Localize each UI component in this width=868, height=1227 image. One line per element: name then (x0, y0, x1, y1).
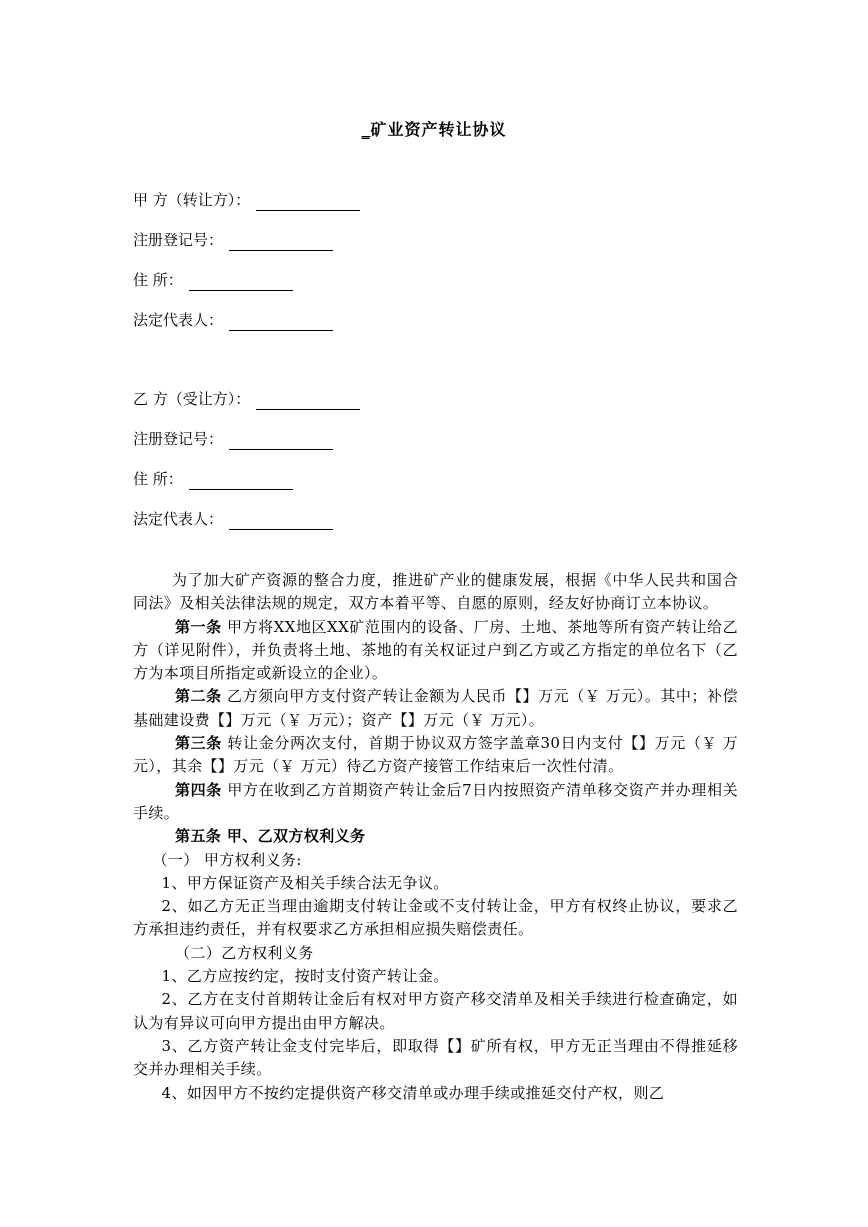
party-a-reg-blank[interactable] (229, 234, 333, 251)
party-b-heading: 乙 方（受让方）： (133, 390, 251, 408)
article-2-text: 乙方须向甲方支付资产转让金额为人民币【】万元（￥ 万元）。其中；补偿基础建设费【】万元（￥ 万元）；资产【】万元（￥ 万元）。 (133, 687, 738, 729)
article-4 (133, 779, 738, 826)
party-b-address-label: 住 所： (133, 470, 183, 488)
party-a-heading-row (133, 189, 360, 211)
party-b-rep-row (133, 508, 333, 530)
party-a-rep-row (133, 309, 333, 331)
agreement-body (133, 569, 738, 1105)
title-text: 矿业资产转让协议 (370, 120, 507, 139)
article-1-text: 甲方将XX地区XX矿范围内的设备、厂房、土地、茶地等所有资产转让给乙方（详见附件），并负责将土地、茶地的有关权证过户到乙方或乙方指定的单位名下（乙方为本项目所指定或新设立的企业）。 (133, 617, 738, 683)
party-b-rep-blank[interactable] (229, 513, 333, 530)
article-4-text: 甲方在收到乙方首期资产转让金后7日内按照资产清单移交资产并办理相关手续。 (133, 780, 739, 822)
preamble: 为了加大矿产资源的整合力度，推进矿产业的健康发展，根据《中华人民共和国合同法》及相关法律法规的规定，双方本着平等、自愿的原则，经友好协商订立本协议。 (133, 571, 738, 613)
article-2-label: 第二条 (175, 687, 222, 706)
article-4-label: 第四条 (175, 780, 222, 799)
party-b-rep-label: 法定代表人： (133, 510, 224, 528)
party-b-address-row (133, 468, 293, 490)
article-3 (133, 732, 738, 779)
article-5-heading (133, 825, 738, 848)
section-a-item-2: 2、如乙方无正当理由逾期支付转让金或不支付转让金，甲方有权终止协议，要求乙方承担违约责任，并有权要求乙方承担相应损失赔偿责任。 (133, 897, 738, 939)
section-b-item-2: 2、乙方在支付首期转让金后有权对甲方资产移交清单及相关手续进行检查确定，如认为有异议可向甲方提出由甲方解决。 (133, 990, 738, 1032)
section-a-item-1: 1、甲方保证资产及相关手续合法无争议。 (161, 873, 449, 892)
title-prefix: _ (361, 120, 371, 139)
party-a-name-blank[interactable] (256, 194, 360, 211)
article-1-label: 第一条 (175, 617, 222, 636)
section-b-item-4: 4、如因甲方不按约定提供资产移交清单或办理手续或推延交付产权，则乙 (161, 1083, 665, 1102)
party-a-heading: 甲 方（转让方）： (133, 191, 251, 209)
article-1 (133, 616, 738, 686)
party-a-reg-label: 注册登记号： (133, 231, 224, 249)
section-b-item-3: 3、乙方资产转让金支付完毕后，即取得【】矿所有权，甲方无正当理由不得推延移交并办理相关手续。 (133, 1036, 738, 1079)
section-a-heading: （一） 甲方权利义务: (152, 850, 302, 869)
article-3-label: 第三条 (175, 734, 222, 753)
document-title (0, 117, 868, 140)
party-a-address-label: 住 所： (133, 271, 183, 289)
party-a-reg-row (133, 229, 333, 251)
party-a-rep-blank[interactable] (229, 314, 333, 331)
article-2 (133, 685, 738, 732)
party-a-address-blank[interactable] (189, 274, 293, 291)
party-a-address-row (133, 269, 293, 291)
article-3-text: 转让金分两次支付，首期于协议双方签字盖章30日内支付【】万元（￥ 万元），其余【】万元（￥ 万元）待乙方资产接管工作结束后一次性付清。 (133, 734, 738, 776)
party-b-reg-row (133, 428, 333, 450)
party-b-heading-row (133, 388, 360, 410)
party-b-reg-blank[interactable] (229, 433, 333, 450)
party-b-name-blank[interactable] (256, 393, 360, 410)
section-b-heading: （二）乙方权利义务 (175, 943, 314, 962)
party-a-rep-label: 法定代表人： (133, 311, 224, 329)
party-b-reg-label: 注册登记号： (133, 430, 224, 448)
article-5-heading-text: 第五条 甲、乙双方权利义务 (175, 827, 366, 846)
party-b-address-blank[interactable] (189, 473, 293, 490)
section-b-item-1: 1、乙方应按约定，按时支付资产转让金。 (161, 967, 449, 986)
